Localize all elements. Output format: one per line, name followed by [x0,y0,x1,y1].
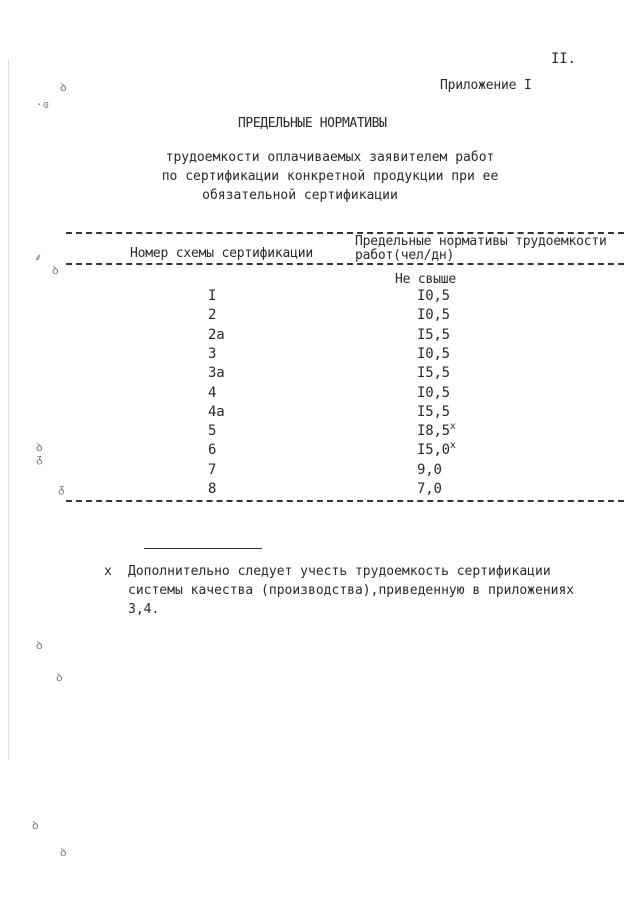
norm-value-cell [417,421,456,440]
scheme-number-cell: 3 [208,345,217,362]
subtitle-line-3: обязательной сертификации [202,188,398,203]
norm-value: 9,0 [417,461,442,478]
table-row [0,366,640,385]
scheme-number-cell: 3а [208,365,225,382]
footnote-line-3: 3,4. [128,602,160,617]
scheme-number-cell: 4а [208,403,225,420]
scheme-number-cell: 2 [208,307,217,324]
scan-speck: ꝺ [36,639,43,652]
norm-value: I5,5 [417,365,450,382]
document-title: ПРЕДЕЛЬНЫЕ НОРМАТИВЫ [238,116,387,131]
footnote-mark: x [104,564,112,579]
norm-value: I0,5 [417,345,450,362]
footnote-line-2: системы качества (производства),приведенную в приложениях [128,583,575,598]
norm-value: I5,5 [417,403,450,420]
scan-speck: ꝺ [36,441,43,454]
appendix-label: Приложение I [440,78,532,93]
norm-value: I5,5 [417,326,450,343]
norm-value: 7,0 [417,481,442,497]
header-norms-line-2: работ(чел/дн) [355,248,455,263]
scheme-number-cell: 4 [208,384,217,401]
subtitle-line-2: по сертификации конкретной продукции при ее [161,169,499,184]
table-row [0,405,640,424]
norm-value-cell [417,308,450,323]
scheme-number-cell: 7 [208,461,217,478]
scan-speck: ꝺ [60,846,67,859]
footnote-separator [144,548,262,549]
scan-speck: ꝺ [60,81,67,94]
scan-speck: ·ɞ [36,98,50,111]
table-row [0,347,640,366]
scheme-number-cell: 6 [208,442,217,459]
table-header-divider [66,263,624,265]
norm-value: I0,5 [417,307,450,324]
footnote-reference-mark: x [449,440,456,452]
norm-value-cell [417,482,442,497]
scan-speck: ᵹ [36,452,43,465]
scan-speck: ꝺ [56,671,63,684]
table-bottom-divider [66,500,624,502]
scan-speck: ⸙ [34,251,43,264]
table-row [0,308,640,327]
scan-speck: ꝺ [32,819,39,832]
table-row [0,386,640,405]
norm-value-cell [417,405,450,420]
norm-value-cell [417,440,456,459]
header-scheme-number: Номер схемы сертификации [130,246,314,261]
norm-value-cell [417,386,450,401]
page-number: II. [551,51,576,67]
norm-value-cell [417,289,450,304]
norm-value: I0,5 [417,384,450,401]
footnote-line-1: Дополнительно следует учесть трудоемкость сертификации [128,564,551,579]
scheme-number-cell: 8 [208,481,217,497]
table-row [0,421,640,443]
table-row [0,463,640,482]
table-row [0,328,640,347]
norm-value: I5,0 [417,442,450,459]
subtitle-line-1: трудоемкости оплачиваемых заявителем работ [165,150,495,165]
norm-value-cell [417,328,450,343]
table-row [0,440,640,462]
footnote-reference-mark: x [449,421,456,433]
scheme-number-cell: I [208,288,217,304]
scan-speck: ꝺ [52,264,59,277]
scheme-number-cell: 5 [208,423,217,440]
header-norms-line-1: Предельные нормативы трудоемкости [355,234,607,249]
table-row [0,289,640,308]
scheme-number-cell: 2а [208,326,225,343]
norm-value-cell [417,366,450,381]
norm-value: I0,5 [417,288,450,304]
header-not-more-than: Не свыше [395,272,457,287]
table-row [0,482,640,501]
norm-value-cell [417,463,442,478]
norm-value-cell [417,347,450,362]
scan-speck: ᵹ [58,482,65,495]
norm-value: I8,5 [417,423,450,440]
